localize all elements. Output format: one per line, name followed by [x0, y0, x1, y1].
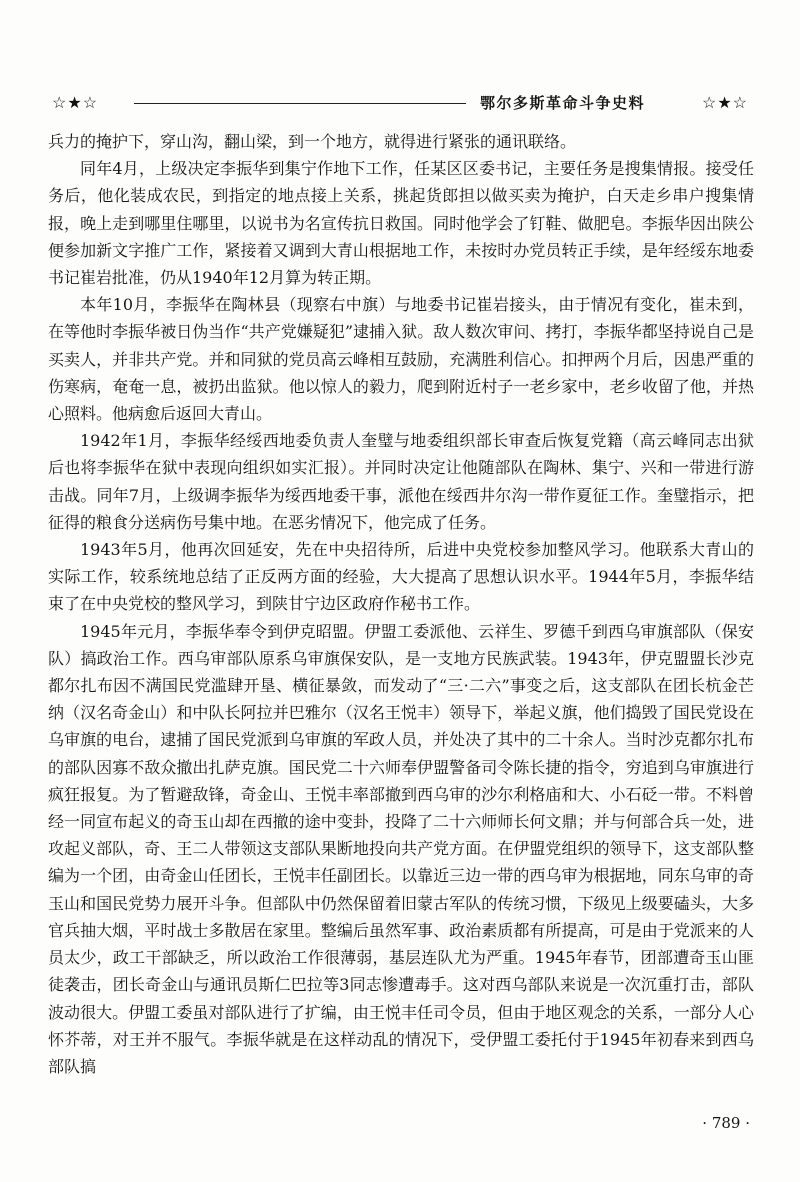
page-header [50, 92, 750, 120]
paragraph: 同年4月，上级决定李振华到集宁作地下工作，任某区区委书记，主要任务是搜集情报。接受任务后，他化装成农民，到指定的地点接上关系，挑起货郎担以做买卖为掩护，白天走乡串户搜集情报，晚上走到哪里住哪里，以说书为名宣传抗日救国。同时他学会了钉鞋、做肥皂。李振华因出陕公便参加新文字推广工作，紧接着又调到大青山根据地工作，未按时办党员转正手续，是年经绥东地委书记崔岩批准，仍从1940年12月算为转正期。 [48, 159, 754, 288]
paragraph: 本年10月，李振华在陶林县（现察右中旗）与地委书记崔岩接头，由于情况有变化，崔未到，在等他时李振华被日伪当作“共产党嫌疑犯”逮捕入狱。敌人数次审问、拷打，李振华都坚持说自己是买卖人，并非共产党。并和同狱的党员高云峰相互鼓励，充满胜利信心。扣押两个月后，因患严重的伤寒病，奄奄一息，被扔出监狱。他以惊人的毅力，爬到附近村子一老乡家中，老乡收留了他，并热心照料。他病愈后返回大青山。 [48, 295, 754, 424]
body-text [48, 128, 754, 1080]
paragraph-continuation: 兵力的掩护下，穿山沟，翻山梁，到一个地方，就得进行紧张的通讯联络。 [48, 132, 577, 151]
header-stars-left: ☆★☆ [52, 93, 99, 112]
header-stars-right: ☆★☆ [701, 93, 748, 112]
paragraph: 1942年1月，李振华经绥西地委负责人奎璧与地委组织部长审查后恢复党籍（高云峰同志出狱后也将李振华在狱中表现向组织如实汇报）。并同时决定让他随部队在陶林、集宁、兴和一带进行游击战。同年7月，上级调李振华为绥西地委干事，派他在绥西井尔沟一带作夏征工作。奎璧指示，把征得的粮食分送病伤号集中地。在恶劣情况下，他完成了任务。 [48, 431, 754, 532]
header-rule [134, 103, 466, 104]
paragraph: 1943年5月，他再次回延安，先在中央招待所，后进中央党校参加整风学习。他联系大青山的实际工作，较系统地总结了正反两方面的经验，大大提高了思想认识水平。1944年5月，李振华结束了在中央党校的整风学习，到陕甘宁边区政府作秘书工作。 [48, 540, 754, 614]
running-title: 鄂尔多斯革命斗争史料 [480, 94, 646, 112]
paragraph: 1945年元月，李振华奉令到伊克昭盟。伊盟工委派他、云祥生、罗德千到西乌审旗部队（保安队）搞政治工作。西乌审部队原系乌审旗保安队，是一支地方民族武装。1943年，伊克盟盟长沙克都尔扎布因不满国民党滥肆开垦、横征暴敛，而发动了“三·二六”事变之后，这支部队在团长杭金芒纳（汉名奇金山）和中队长阿拉并巴雅尔（汉名王悦丰）领导下，举起义旗，他们捣毁了国民党设在乌审旗的电台，逮捕了国民党派到乌审旗的军政人员，并处决了其中的二十余人。当时沙克都尔扎布的部队因寡不敌众撤出扎萨克旗。国民党二十六师奉伊盟警备司令陈长捷的指令，穷追到乌审旗进行疯狂报复。为了暂避敌锋，奇金山、王悦丰率部撤到西乌审的沙尔利格庙和大、小石砭一带。不料曾经一同宣布起义的奇玉山却在西撤的途中变卦，投降了二十六师师长何文鼎；并与何部合兵一处，进攻起义部队，奇、王二人带领这支部队果断地投向共产党方面。在伊盟党组织的领导下，这支部队整编为一个团，由奇金山任团长，王悦丰任副团长。以靠近三边一带的西乌审为根据地，同东乌审的奇玉山和国民党势力展开斗争。但部队中仍然保留着旧蒙古军队的传统习惯，下级见上级要磕头，大多官兵抽大烟，平时战士多散居在家里。整编后虽然军事、政治素质都有所提高，可是由于党派来的人员太少，政工干部缺乏，所以政治工作很薄弱，基层连队尤为严重。1945年春节，团部遭奇玉山匪徒袭击，团长奇金山与通讯员斯仁巴拉等3同志惨遭毒手。这对西乌部队来说是一次沉重打击，部队波动很大。伊盟工委虽对部队进行了扩编，由王悦丰任司令员，但由于地区观念的关系，一部分人心怀芥蒂，对王并不服气。李振华就是在这样动乱的情况下，受伊盟工委托付于1945年初春来到西乌部队搞 [48, 621, 754, 1076]
page-number: · 789 · [702, 1114, 750, 1132]
